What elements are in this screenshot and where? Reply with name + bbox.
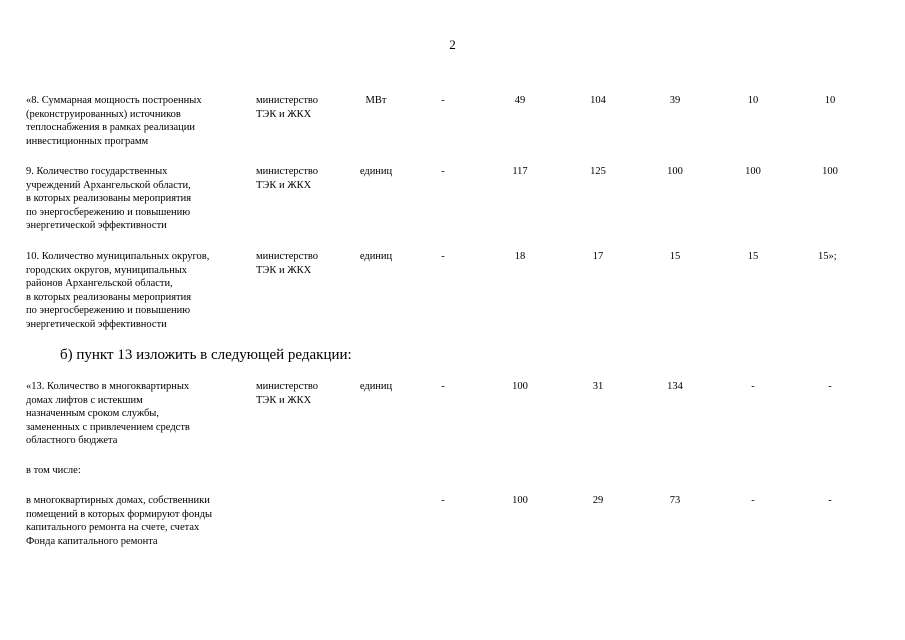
- section-heading: б) пункт 13 изложить в следующей редакции:: [60, 347, 352, 363]
- responsible-org: министерство ТЭК и ЖКХ: [256, 166, 319, 191]
- unit: МВт: [365, 95, 387, 106]
- value-cell: 49: [514, 95, 526, 106]
- value-cell: -: [441, 495, 445, 506]
- value-cell: 100: [822, 166, 838, 177]
- value-cell: -: [751, 381, 755, 392]
- value-cell: 10: [824, 95, 836, 106]
- indicator-name: 10. Количество муниципальных округов, городских округов, муниципальных районов Архангельской области, в которых реализованы мероприятия по энергосбережению и повышению энергетической эффективности: [26, 251, 210, 330]
- unit: единиц: [359, 166, 393, 177]
- including-label: в том числе:: [26, 465, 81, 476]
- unit: единиц: [359, 381, 393, 392]
- value-cell: 100: [512, 495, 528, 506]
- value-cell: 117: [512, 166, 528, 177]
- value-cell: 134: [667, 381, 683, 392]
- unit: единиц: [359, 251, 393, 262]
- value-cell: 73: [669, 495, 681, 506]
- value-cell: 39: [669, 95, 681, 106]
- value-cell: 125: [590, 166, 606, 177]
- value-cell: -: [441, 381, 445, 392]
- value-cell: 15: [669, 251, 681, 262]
- indicator-name: «13. Количество в многоквартирных домах лифтов с истекшим назначенным сроком службы, замененных с привлечением средств областного бюджета: [26, 381, 190, 446]
- indicator-name: в многоквартирных домах, собственники помещений в которых формируют фонды капитального ремонта на счете, счетах Фонда капитального ремонта: [26, 495, 213, 547]
- value-cell: 100: [667, 166, 683, 177]
- value-cell: 100: [745, 166, 761, 177]
- responsible-org: министерство ТЭК и ЖКХ: [256, 95, 319, 120]
- value-cell: 31: [592, 381, 604, 392]
- value-cell: -: [751, 495, 755, 506]
- responsible-org: министерство ТЭК и ЖКХ: [256, 251, 319, 276]
- indicator-name: 9. Количество государственных учреждений Архангельской области, в которых реализованы мероприятия по энергосбережению и повышению энергетической эффективности: [26, 166, 192, 231]
- indicator-name: «8. Суммарная мощность построенных (реконструированных) источников теплоснабжения в рамках реализации инвестиционных программ: [26, 95, 202, 147]
- value-cell: 15»;: [818, 251, 837, 262]
- value-cell: -: [828, 381, 832, 392]
- value-cell: 10: [747, 95, 759, 106]
- responsible-org: министерство ТЭК и ЖКХ: [256, 381, 319, 406]
- value-cell: 15: [747, 251, 759, 262]
- value-cell: -: [441, 166, 445, 177]
- value-cell: 100: [512, 381, 528, 392]
- value-cell: 104: [590, 95, 606, 106]
- value-cell: 18: [514, 251, 526, 262]
- value-cell: 17: [592, 251, 604, 262]
- page-number: 2: [449, 37, 456, 52]
- value-cell: -: [828, 495, 832, 506]
- value-cell: -: [441, 95, 445, 106]
- value-cell: -: [441, 251, 445, 262]
- value-cell: 29: [592, 495, 604, 506]
